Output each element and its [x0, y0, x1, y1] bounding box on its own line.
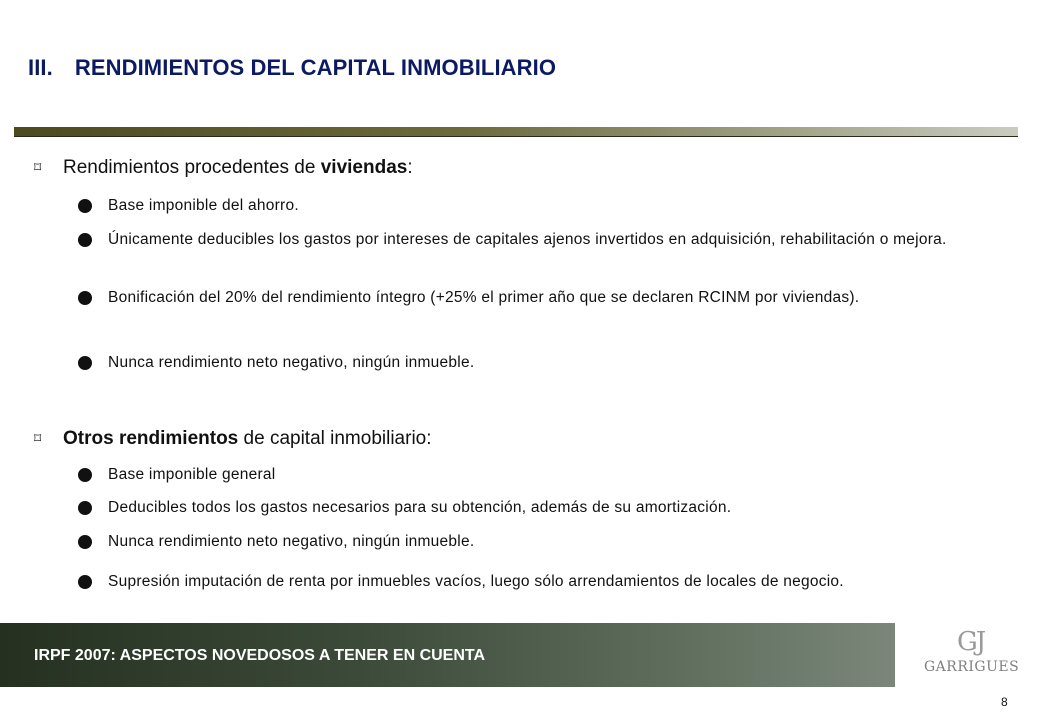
- list-item: Nunca rendimiento neto negativo, ningún inmueble.: [78, 530, 1006, 554]
- title-divider: [14, 127, 1018, 136]
- list-item: Bonificación del 20% del rendimiento íntegro (+25% el primer año que se declaren RCINM por viviendas).: [78, 286, 1006, 310]
- list-item: Únicamente deducibles los gastos por intereses de capitales ajenos invertidos en adquisición, rehabilitación o mejora.: [78, 228, 1006, 252]
- slide-title: [28, 55, 556, 81]
- section-heading-prefix: Rendimientos procedentes de: [63, 157, 321, 178]
- bullet-dot-icon: [78, 194, 108, 218]
- list-item: Base imponible del ahorro.: [78, 194, 1006, 218]
- list-item: Supresión imputación de renta por inmuebles vacíos, luego sólo arrendamientos de locales de negocio.: [78, 570, 1006, 594]
- section-bullet-icon: ⌑: [34, 159, 42, 175]
- section-heading-bold: viviendas: [320, 157, 408, 178]
- list-item: Nunca rendimiento neto negativo, ningún inmueble.: [78, 351, 1006, 375]
- footer-title: IRPF 2007: ASPECTOS NOVEDOSOS A TENER EN CUENTA: [34, 647, 486, 664]
- page-number: 8: [1001, 695, 1008, 709]
- garrigues-logo: [924, 625, 1020, 685]
- section-heading-suffix: :: [407, 157, 413, 178]
- bullet-dot-icon: [78, 496, 108, 520]
- section-heading-otros: [34, 428, 432, 450]
- bullet-dot-icon: [78, 570, 108, 594]
- bullet-dot-icon: [78, 228, 108, 252]
- section-bullet-icon: ⌑: [34, 430, 42, 446]
- section-heading-viviendas: [34, 157, 413, 179]
- list-item: Deducibles todos los gastos necesarios para su obtención, además de su amortización.: [78, 496, 1006, 520]
- bullet-dot-icon: [78, 530, 108, 554]
- section-heading-bold: Otros rendimientos: [63, 428, 239, 449]
- bullet-dot-icon: [78, 463, 108, 487]
- bullet-dot-icon: [78, 351, 108, 375]
- section-heading-suffix: de capital inmobiliario:: [238, 428, 432, 449]
- logo-wordmark: GARRIGUES: [924, 659, 1020, 675]
- bullet-dot-icon: [78, 286, 108, 310]
- logo-monogram: GJ: [957, 627, 985, 657]
- slide-title-number: III.: [28, 55, 53, 80]
- list-item: Base imponible general: [78, 463, 1006, 487]
- slide-title-text: RENDIMIENTOS DEL CAPITAL INMOBILIARIO: [74, 55, 557, 80]
